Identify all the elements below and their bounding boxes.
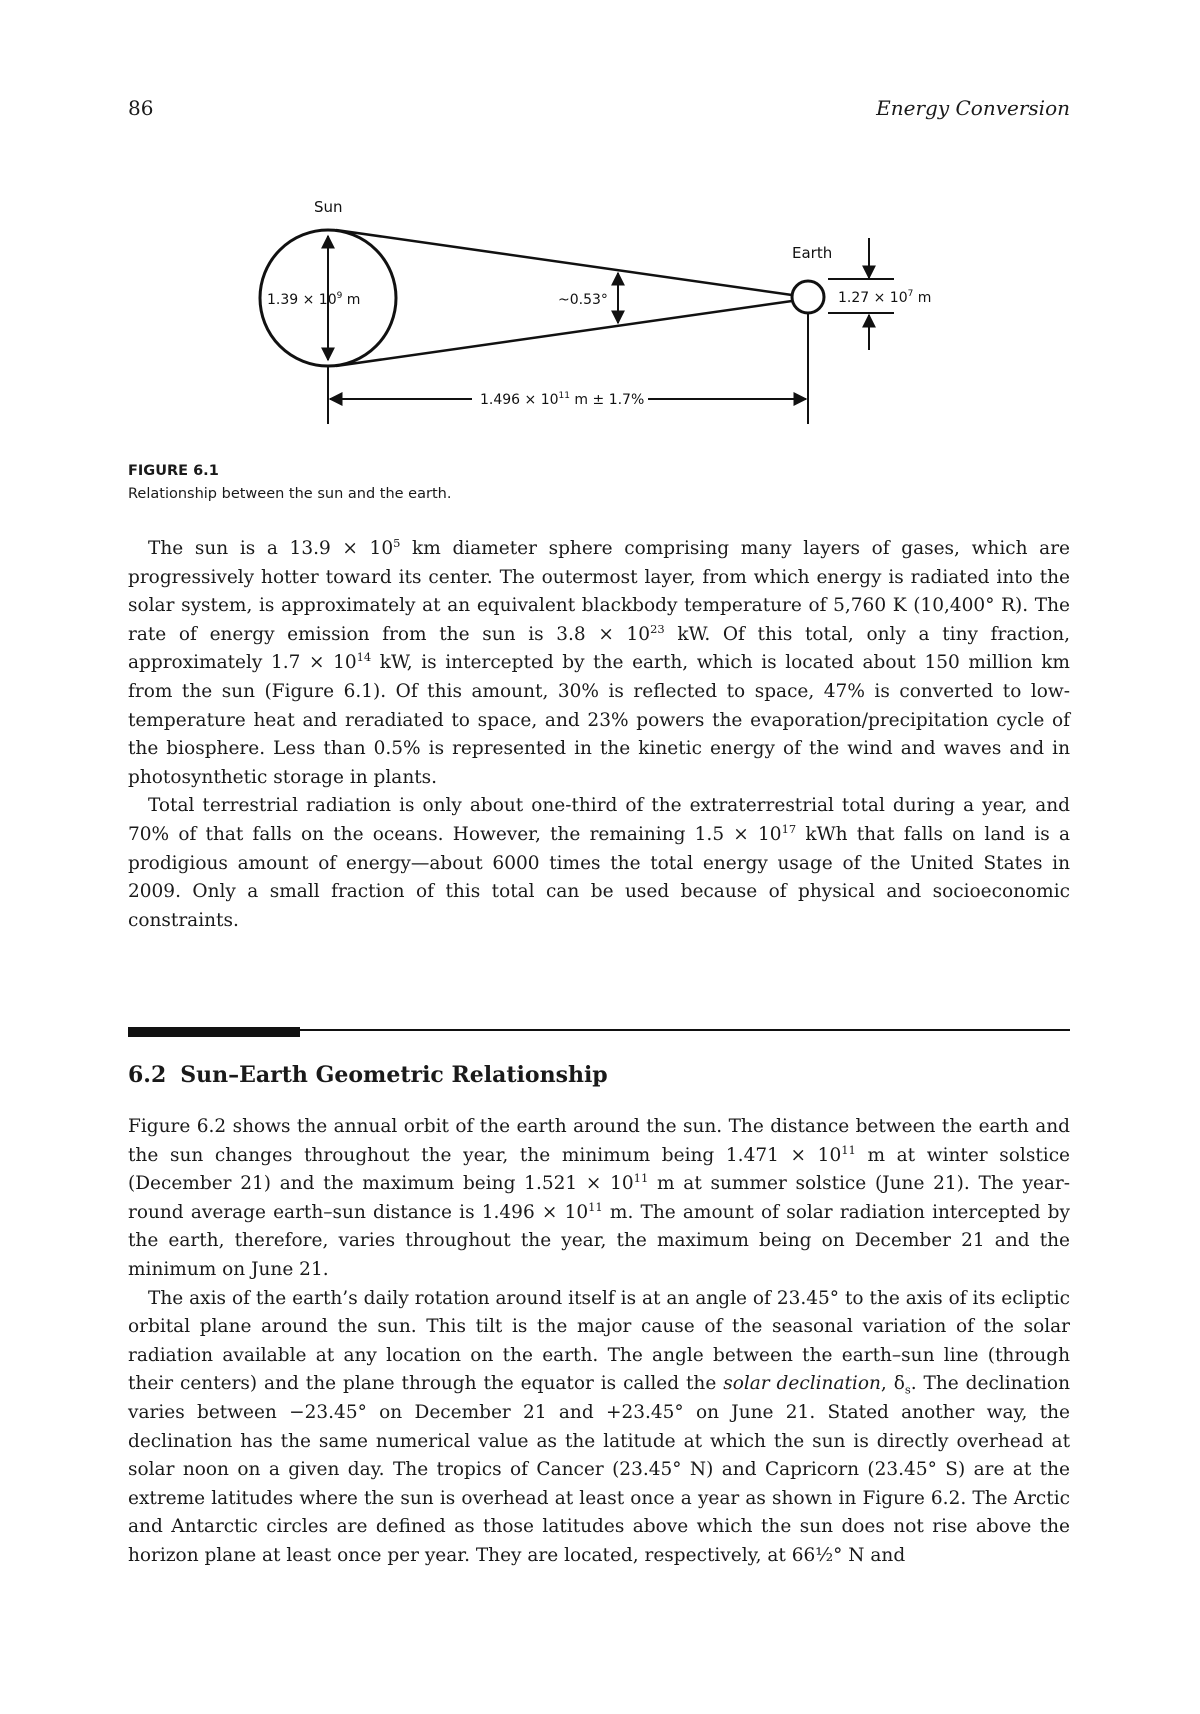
intro-text: [128, 535, 1070, 935]
paragraph-4: The axis of the earth’s daily rotation around itself is at an angle of 23.45° to the axis of its ecliptic orbital plane around the sun. This tilt is the major cause of the seasonal variation of the solar radiation available at any location on the earth. The angle between the earth–sun line (through their centers) and the plane through the equator is called the solar declination, $\delta_s$. The declination varies between −23.45° on December 21 and +23.45° on June 21. Stated another way, the declination has the same numerical value as the latitude at which the sun is directly overhead at solar noon on a given day. The tropics of Cancer (23.45° N) and Capricorn (23.45° S) are at the extreme latitudes where the sun is overhead at least once a year as shown in Figure 6.2. The Arctic and Antarctic circles are defined as those latitudes above which the sun does not rise above the horizon plane at least once per year. They are located, respectively, at 66½° N and: [128, 1287, 1070, 1566]
running-title: Energy Conversion: [876, 96, 1070, 120]
section-heading: [128, 1062, 608, 1088]
sun-diameter-label: $1.39 \times 10^9$ m: [267, 291, 361, 308]
angle-label: ~0.53°: [558, 292, 608, 308]
page-number: 86: [128, 96, 154, 120]
paragraph-3: Figure 6.2 shows the annual orbit of the earth around the sun. The distance between the earth and the sun changes throughout the year, the minimum being $1.471 \times 10^{11}$ m at winter solstice (December 21) and the maximum being $1.521 \times 10^{11}$ m at summer solstice (June 21). The year-round average earth–sun distance is $1.496 \times 10^{11}$ m. The amount of solar radiation intercepted by the earth, therefore, varies throughout the year, the maximum being on December 21 and the minimum on June 21.: [128, 1116, 1071, 1280]
term-solar-declination: solar declination: [723, 1373, 881, 1395]
tangent-bottom: [336, 301, 792, 366]
section-title: Sun–Earth Geometric Relationship: [180, 1062, 608, 1088]
tangent-top: [336, 230, 792, 295]
figure-label: FIGURE 6.1: [128, 463, 219, 479]
earth-diameter-label: $1.27 \times 10^7$ m: [838, 289, 932, 306]
section-text: [128, 1113, 1070, 1571]
figure-caption: [128, 460, 1070, 506]
earth-label: Earth: [792, 244, 833, 262]
section-number: 6.2: [128, 1062, 167, 1088]
paragraph-1: The sun is a $13.9 \times 10^5$ km diameter sphere comprising many layers of gases, which are progressively hotter toward its center. The outermost layer, from which energy is radiated into the solar system, is approximately at an equivalent blackbody temperature of 5,760 K (10,400° R). The rate of energy emission from the sun is $3.8 \times 10^{23}$ kW. Of this total, only a tiny fraction, approximately $1.7 \times 10^{14}$ kW, is intercepted by the earth, which is located about 150 million km from the sun (Figure 6.1). Of this amount, 30% is reflected to space, 47% is converted to low-temperature heat and reradiated to space, and 23% powers the evaporation/precipitation cycle of the biosphere. Less than 0.5% is represented in the kinetic energy of the wind and waves and in photosynthetic storage in plants.: [128, 535, 1071, 788]
sun-label: Sun: [314, 198, 343, 216]
page-header: [128, 96, 1070, 126]
section-rule-accent: [128, 1027, 300, 1037]
distance-label: $1.496 \times 10^{11}$ m ± 1.7%: [480, 391, 645, 408]
figure-caption-text: Relationship between the sun and the earth.: [128, 486, 452, 502]
paragraph-2: Total terrestrial radiation is only about one-third of the extraterrestrial total during a year, and 70% of that falls on the oceans. However, the remaining $1.5 \times 10^{17}$ kWh that falls on land is a prodigious amount of energy—about 6000 times the total energy usage of the United States in 2009. Only a small fraction of this total can be used because of physical and socioeconomic constraints.: [128, 795, 1070, 931]
earth-circle: [792, 281, 824, 313]
figure-6-1: [128, 190, 1070, 440]
sun-earth-diagram: [128, 190, 1070, 440]
